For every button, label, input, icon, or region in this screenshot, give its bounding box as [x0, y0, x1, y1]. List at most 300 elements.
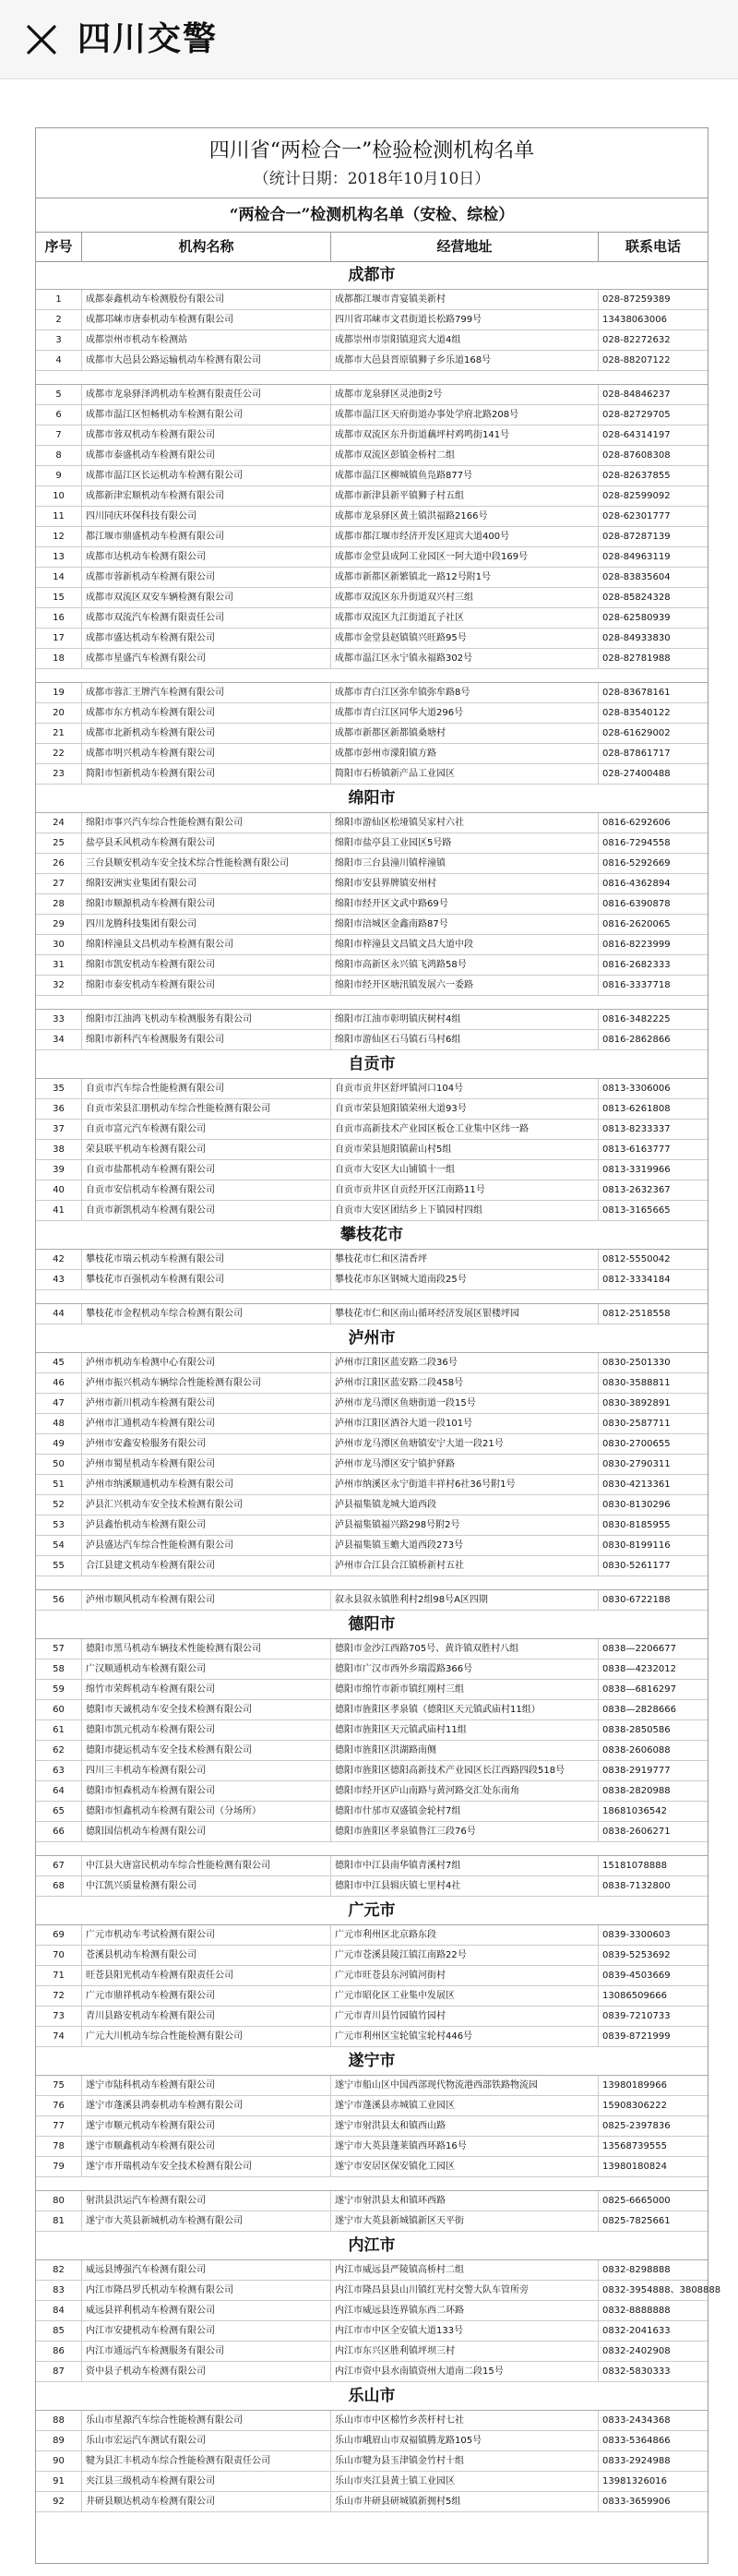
cell-name: 广元市鼎祥机动车检测有限公司 [82, 1986, 331, 2006]
table-row [36, 629, 708, 649]
cell-phone: 0833-2924988 [602, 2456, 671, 2466]
city-section-header: 成都市 [36, 261, 708, 290]
cell-phone: 0816-8223999 [602, 940, 671, 950]
cell-index: 77 [36, 2116, 82, 2136]
table-row [36, 1659, 708, 1680]
cell-index: 87 [36, 2362, 82, 2381]
cell-address: 自贡市大安区团结乡上下镇园村四组 [331, 1201, 599, 1220]
cell-address: 泸州市江阳区蓝安路二段36号 [331, 1353, 599, 1372]
cell-index: 80 [36, 2191, 82, 2211]
cell-phone: 0830-8199116 [602, 1540, 671, 1551]
cell-index: 46 [36, 1373, 82, 1393]
table-spacer [36, 1842, 708, 1856]
cell-index: 60 [36, 1700, 82, 1719]
table-row [36, 1160, 708, 1180]
cell-address: 成都市双流区彭镇金桥村二组 [331, 446, 599, 465]
cell-phone: 0832-5830333 [602, 2366, 671, 2377]
table-row [36, 2007, 708, 2027]
cell-name: 泸州市汇通机动车检测有限公司 [82, 1414, 331, 1433]
cell-phone: 0830-6722188 [602, 1595, 671, 1605]
cell-index: 42 [36, 1250, 82, 1269]
cell-phone: 0816-2862866 [602, 1035, 671, 1045]
cell-name: 泸州市顺风机动车检测有限公司 [82, 1590, 331, 1610]
table-row [36, 2137, 708, 2157]
app-bar [0, 0, 738, 79]
cell-phone: 0830-5261177 [602, 1561, 671, 1571]
table-row [36, 351, 708, 371]
cell-address: 泸县福集镇玉蟾大道西段273号 [331, 1536, 599, 1555]
cell-index: 1 [36, 290, 82, 309]
cell-name: 绵阳梓潼县文昌机动车检测有限公司 [82, 935, 331, 954]
cell-phone: 028-82599092 [602, 491, 671, 501]
table-row [36, 507, 708, 527]
table-row [36, 2281, 721, 2301]
cell-address: 成都市大邑县晋原镇狮子乡乐道168号 [331, 351, 599, 370]
cell-address: 成都市都江堰市经济开发区迎宾大道400号 [331, 527, 599, 546]
cell-name: 中江凯兴质量检测有限公司 [82, 1876, 331, 1896]
table-row [36, 2027, 708, 2047]
cell-index: 83 [36, 2281, 82, 2300]
cell-phone: 0830-3892891 [602, 1398, 671, 1408]
cell-name: 成都崇州市机动车检测站 [82, 330, 331, 350]
cell-index: 45 [36, 1353, 82, 1372]
table-row [36, 1700, 708, 1720]
cell-name: 三台县顺安机动车安全技术综合性能检测有限公司 [82, 854, 331, 873]
cell-name: 青川县路安机动车检测有限公司 [82, 2007, 331, 2026]
cell-phone: 0825-2397836 [602, 2121, 671, 2131]
cell-name: 自贡市盐都机动车检测有限公司 [82, 1160, 331, 1180]
cell-address: 德阳市绵竹市新市镇红刚村三组 [331, 1680, 599, 1699]
cell-index: 69 [36, 1925, 82, 1945]
close-icon[interactable] [20, 18, 63, 61]
cell-name: 攀枝花市百强机动车检测有限公司 [82, 1270, 331, 1289]
column-header-name: 机构名称 [82, 232, 331, 261]
cell-phone: 028-84963119 [602, 552, 671, 562]
table-row [36, 1030, 708, 1050]
table-spacer [36, 371, 708, 385]
cell-phone: 0813-6261808 [602, 1104, 671, 1114]
cell-phone: 0816-5292669 [602, 858, 671, 869]
cell-address: 泸州市龙马潭区鱼塘镇安宁大道一段21号 [331, 1434, 599, 1454]
cell-name: 内江市隆昌罗氏机动车检测有限公司 [82, 2281, 331, 2300]
table-row [36, 1516, 708, 1536]
table-row [36, 1079, 708, 1099]
table-row [36, 1099, 708, 1120]
cell-phone: 0830-2700655 [602, 1439, 671, 1449]
table-row [36, 1201, 708, 1221]
cell-name: 德阳市恒鑫机动车检测有限公司（分场所） [82, 1802, 331, 1821]
cell-phone: 0839-5253692 [602, 1950, 671, 1960]
city-section-header: 遂宁市 [36, 2047, 708, 2076]
document-subtitle: “两检合一”检测机构名单（安检、综检） [36, 198, 708, 233]
cell-name: 荣县联平机动车检测有限公司 [82, 1140, 331, 1159]
table-row [36, 1180, 708, 1201]
cell-phone: 0816-4362894 [602, 879, 671, 889]
cell-name: 成都市蓉新机动车检测有限公司 [82, 568, 331, 587]
cell-name: 绵阳市江油鸿飞机动车检测服务有限公司 [82, 1010, 331, 1029]
cell-index: 82 [36, 2260, 82, 2280]
cell-name: 成都市北新机动车检测有限公司 [82, 724, 331, 743]
cell-index: 23 [36, 764, 82, 784]
cell-index: 57 [36, 1639, 82, 1659]
cell-index: 75 [36, 2076, 82, 2095]
cell-address: 德阳市旌阳区孝泉镇鲁江三段76号 [331, 1822, 599, 1841]
cell-index: 28 [36, 894, 82, 914]
cell-address: 内江市东兴区胜利镇坪坝三村 [331, 2342, 599, 2361]
table-row [36, 290, 708, 310]
table-row [36, 446, 708, 466]
table-row [36, 486, 708, 507]
cell-name: 泸州市纳溪顺通机动车检测有限公司 [82, 1475, 331, 1494]
table-row [36, 2411, 708, 2431]
cell-address: 绵阳市游仙区松垭镇吴家村六社 [331, 813, 599, 833]
cell-phone: 0830-8130296 [602, 1500, 671, 1510]
cell-index: 27 [36, 874, 82, 893]
cell-index: 76 [36, 2096, 82, 2115]
cell-address: 绵阳市游仙区石马镇石马村6组 [331, 1030, 599, 1049]
cell-name: 遂宁市陆科机动车检测有限公司 [82, 2076, 331, 2095]
cell-name: 广元市机动车考试检测有限公司 [82, 1925, 331, 1945]
cell-phone: 0816-3337718 [602, 980, 671, 990]
cell-name: 泸州市振兴机动车辆综合性能检测有限公司 [82, 1373, 331, 1393]
table-spacer [36, 1576, 708, 1590]
cell-index: 48 [36, 1414, 82, 1433]
cell-address: 遂宁市船山区中国西部现代物流港西部铁路物流园 [331, 2076, 599, 2095]
cell-name: 绵阳市泰安机动车检测有限公司 [82, 976, 331, 995]
document-title: 四川省“两检合一”检验检测机构名单 [208, 139, 535, 162]
cell-name: 内江市通远汽车检测服务有限公司 [82, 2342, 331, 2361]
cell-name: 遂宁市顺元机动车检测有限公司 [82, 2116, 331, 2136]
table-row [36, 2116, 708, 2137]
column-header-index: 序号 [36, 232, 82, 261]
cell-index: 17 [36, 629, 82, 648]
cell-phone: 028-83540122 [602, 708, 671, 718]
cell-address: 成都市温江区柳城镇鱼凫路877号 [331, 466, 599, 485]
cell-address: 德阳市中江县南华镇青溪村7组 [331, 1856, 599, 1875]
table-row [36, 2301, 708, 2321]
cell-phone: 13086509666 [602, 1991, 667, 2001]
cell-address: 成都市新都区新繁镇北一路12号附1号 [331, 568, 599, 587]
cell-phone: 0813-8233337 [602, 1124, 671, 1134]
cell-index: 11 [36, 507, 82, 526]
cell-phone: 028-87861717 [602, 749, 671, 759]
cell-index: 38 [36, 1140, 82, 1159]
cell-index: 70 [36, 1946, 82, 1965]
cell-phone: 0838—6816297 [602, 1684, 676, 1695]
table-row [36, 1556, 708, 1576]
cell-index: 32 [36, 976, 82, 995]
cell-name: 泸县汇兴机动车安全技术检测有限公司 [82, 1495, 331, 1515]
cell-phone: 0839-3300603 [602, 1930, 671, 1940]
cell-name: 合江县建文机动车检测有限公司 [82, 1556, 331, 1576]
cell-phone: 028-27400488 [602, 769, 671, 779]
cell-name: 都江堰市鼎盛机动车检测有限公司 [82, 527, 331, 546]
cell-name: 旺苍县阳光机动车检测有限责任公司 [82, 1966, 331, 1985]
table-row [36, 1802, 708, 1822]
cell-address: 成都市温江区天府街道办事处学府北路208号 [331, 405, 599, 425]
table-row [36, 405, 708, 425]
cell-name: 成都市双流区双安车辆检测有限公司 [82, 588, 331, 607]
cell-address: 德阳市什邡市双盛镇金轮村7组 [331, 1802, 599, 1821]
cell-phone: 13438063006 [602, 315, 667, 325]
cell-phone: 028-82637855 [602, 471, 671, 481]
cell-address: 德阳市旌阳区天元镇武庙村11组 [331, 1720, 599, 1740]
cell-index: 25 [36, 833, 82, 853]
cell-name: 遂宁市蓬溪县鸿泰机动车检测有限公司 [82, 2096, 331, 2115]
cell-name: 成都市蓉汇王牌汽车检测有限公司 [82, 683, 331, 702]
cell-index: 52 [36, 1495, 82, 1515]
cell-address: 绵阳市梓潼县文昌镇文昌大道中段 [331, 935, 599, 954]
table-row [36, 1856, 708, 1876]
table-row [36, 2472, 708, 2492]
cell-phone: 0832-8888888 [602, 2306, 671, 2316]
cell-phone: 0813-6163777 [602, 1144, 671, 1155]
cell-phone: 0832-2041633 [602, 2326, 671, 2336]
cell-name: 成都市达机动车检测有限公司 [82, 547, 331, 567]
cell-index: 53 [36, 1516, 82, 1535]
cell-index: 12 [36, 527, 82, 546]
cell-phone: 0839-7210733 [602, 2011, 671, 2021]
table-spacer [36, 2177, 708, 2191]
cell-phone: 0838-2606271 [602, 1827, 671, 1837]
cell-index: 71 [36, 1966, 82, 1985]
cell-index: 14 [36, 568, 82, 587]
cell-address: 遂宁市蓬溪县赤城镇工业园区 [331, 2096, 599, 2115]
cell-phone: 0838—4232012 [602, 1664, 676, 1674]
cell-phone: 0838-2850586 [602, 1725, 671, 1735]
cell-address: 泸州市江阳区酒谷大道一段101号 [331, 1414, 599, 1433]
cell-name: 攀枝花市金程机动车综合检测有限公司 [82, 1304, 331, 1324]
cell-phone: 15181078888 [602, 1861, 667, 1871]
cell-index: 4 [36, 351, 82, 370]
table-row [36, 1495, 708, 1516]
cell-phone: 0813-3165665 [602, 1205, 671, 1216]
cell-phone: 0838-2606088 [602, 1745, 671, 1755]
cell-name: 成都市大邑县公路运输机动车检测有限公司 [82, 351, 331, 370]
cell-phone: 028-83835604 [602, 572, 671, 582]
table-row [36, 2076, 708, 2096]
cell-name: 四川龙腾科技集团有限公司 [82, 915, 331, 934]
cell-name: 自贡市汽车综合性能检测有限公司 [82, 1079, 331, 1098]
cell-name: 四川三丰机动车检测有限公司 [82, 1761, 331, 1780]
cell-index: 73 [36, 2007, 82, 2026]
cell-phone: 028-62301777 [602, 511, 671, 521]
cell-name: 泸州市机动车检测中心有限公司 [82, 1353, 331, 1372]
app-title: 四川交警 [77, 20, 219, 58]
cell-address: 成都市温江区永宁镇永福路302号 [331, 649, 599, 668]
cell-phone: 13980180824 [602, 2162, 667, 2172]
cell-index: 16 [36, 608, 82, 628]
cell-address: 成都市金堂县赵镇镇兴旺路95号 [331, 629, 599, 648]
cell-phone: 028-64314197 [602, 430, 671, 440]
cell-name: 泸县鑫怡机动车检测有限公司 [82, 1516, 331, 1535]
cell-name: 绵阳市新科汽车检测服务有限公司 [82, 1030, 331, 1049]
cell-phone: 028-88207122 [602, 355, 671, 365]
cell-index: 22 [36, 744, 82, 763]
cell-address: 广元市青川县竹园镇竹园村 [331, 2007, 599, 2026]
cell-phone: 0825-6665000 [602, 2196, 671, 2206]
table-row [36, 2362, 708, 2382]
cell-index: 58 [36, 1659, 82, 1679]
cell-phone: 028-85824328 [602, 593, 671, 603]
cell-name: 盐亭县禾风机动车检测有限公司 [82, 833, 331, 853]
cell-phone: 0839-4503669 [602, 1971, 671, 1981]
cell-name: 威远县祥利机动车检测有限公司 [82, 2301, 331, 2320]
cell-name: 中江县大唐富民机动车综合性能检测有限公司 [82, 1856, 331, 1875]
cell-index: 7 [36, 425, 82, 445]
cell-phone: 0812-5550042 [602, 1254, 671, 1264]
cell-phone: 0830-2790311 [602, 1459, 671, 1469]
cell-name: 威远县博强汽车检测有限公司 [82, 2260, 331, 2280]
cell-index: 21 [36, 724, 82, 743]
cell-phone: 13980189966 [602, 2080, 667, 2091]
cell-address: 广元市利州区北京路东段 [331, 1925, 599, 1945]
table-row [36, 1434, 708, 1455]
table-row [36, 1741, 708, 1761]
cell-name: 绵阳市凯安机动车检测有限公司 [82, 955, 331, 975]
cell-phone: 0838-2820988 [602, 1786, 671, 1796]
cell-index: 3 [36, 330, 82, 350]
cell-index: 37 [36, 1120, 82, 1139]
cell-address: 成都市新津县新平镇狮子村五组 [331, 486, 599, 506]
cell-phone: 0832-2402908 [602, 2346, 671, 2356]
cell-address: 泸县福集镇福兴路298号附2号 [331, 1516, 599, 1535]
cell-phone: 0833-3659906 [602, 2497, 671, 2507]
cell-name: 德阳市凯元机动车检测有限公司 [82, 1720, 331, 1740]
cell-phone: 0816-2682333 [602, 960, 671, 970]
cell-name: 绵阳市事兴汽车综合性能检测有限公司 [82, 813, 331, 833]
table-spacer [36, 996, 708, 1010]
cell-phone: 0825-7825661 [602, 2216, 671, 2226]
cell-index: 10 [36, 486, 82, 506]
cell-address: 成都市彭州市濛阳镇方路 [331, 744, 599, 763]
city-section-header: 乐山市 [36, 2382, 708, 2411]
cell-name: 四川同庆环保科技有限公司 [82, 507, 331, 526]
table-row [36, 1966, 708, 1986]
table-row [36, 854, 708, 874]
cell-index: 86 [36, 2342, 82, 2361]
cell-index: 55 [36, 1556, 82, 1576]
table-row [36, 330, 708, 351]
table-row [36, 1946, 708, 1966]
cell-phone: 028-82781988 [602, 653, 671, 664]
cell-index: 6 [36, 405, 82, 425]
cell-address: 内江市资中县水南镇资州大道南二段15号 [331, 2362, 599, 2381]
cell-index: 8 [36, 446, 82, 465]
cell-index: 9 [36, 466, 82, 485]
cell-address: 德阳市经开区庐山南路与黄河路交汇处东南角 [331, 1781, 599, 1801]
cell-phone: 0833-5364866 [602, 2436, 671, 2446]
document-title-block [36, 128, 708, 198]
cell-index: 84 [36, 2301, 82, 2320]
cell-address: 成都市龙泉驿区灵池街2号 [331, 385, 599, 404]
cell-name: 德阳市天诚机动车安全技术检测有限公司 [82, 1700, 331, 1719]
cell-phone: 0813-3319966 [602, 1165, 671, 1175]
cell-address: 绵阳市三台县潼川镇梓潼镇 [331, 854, 599, 873]
document-paper [35, 127, 721, 2564]
cell-name: 成都市明兴机动车检测有限公司 [82, 744, 331, 763]
cell-address: 内江市隆昌县县山川镇红光村交警大队车管所旁 [331, 2281, 599, 2300]
cell-name: 成都市温江区长运机动车检测有限公司 [82, 466, 331, 485]
table-row [36, 2260, 708, 2281]
column-header-phone: 联系电话 [625, 238, 681, 255]
cell-address: 德阳市旌阳区洪湖路南侧 [331, 1741, 599, 1760]
city-section-header: 绵阳市 [36, 785, 708, 813]
table-row [36, 1250, 708, 1270]
table-row [36, 703, 708, 724]
cell-address: 广元市旺苍县东河镇河街村 [331, 1966, 599, 1985]
cell-address: 乐山市市中区棉竹乡茨杆村七社 [331, 2411, 599, 2430]
cell-phone: 0830-4213361 [602, 1480, 671, 1490]
cell-address: 德阳市广汉市西外乡瑞霞路366号 [331, 1659, 599, 1679]
cell-address: 遂宁市大英县蓬莱镇西环路16号 [331, 2137, 599, 2156]
table-row [36, 1270, 708, 1290]
cell-index: 64 [36, 1781, 82, 1801]
cell-address: 德阳市旌阳区德阳高新技术产业园区长江西路四段518号 [331, 1761, 599, 1780]
cell-address: 遂宁市安居区保安镇化工园区 [331, 2157, 599, 2176]
cell-address: 乐山市井研县研城镇新拥村5组 [331, 2492, 599, 2511]
cell-phone: 0832-3954888、3808888 [602, 2285, 721, 2295]
cell-name: 成都泰鑫机动车检测股份有限公司 [82, 290, 331, 309]
cell-address: 绵阳市盐亭县工业园区5号路 [331, 833, 599, 853]
table-row [36, 1925, 708, 1946]
cell-name: 遂宁市开瑞机动车安全技术检测有限公司 [82, 2157, 331, 2176]
cell-phone: 0816-6292606 [602, 818, 671, 828]
cell-address: 德阳市中江县辑庆镇七里村4社 [331, 1876, 599, 1896]
cell-index: 15 [36, 588, 82, 607]
cell-index: 92 [36, 2492, 82, 2511]
cell-address: 绵阳市涪城区金鑫南路87号 [331, 915, 599, 934]
cell-address: 绵阳市安县界牌镇安州村 [331, 874, 599, 893]
cell-phone: 0816-6390878 [602, 899, 671, 909]
cell-phone: 028-87259389 [602, 294, 671, 305]
table-row [36, 2451, 708, 2472]
table-row [36, 547, 708, 568]
cell-address: 泸州市龙马潭区安宁镇护驿路 [331, 1455, 599, 1474]
table-row [36, 1353, 708, 1373]
cell-address: 攀枝花市仁和区清香坪 [331, 1250, 599, 1269]
city-section-header: 广元市 [36, 1897, 708, 1925]
cell-address: 乐山市峨眉山市双福镇腾龙路105号 [331, 2431, 599, 2450]
cell-phone: 0830-8185955 [602, 1520, 671, 1530]
cell-address: 自贡市大安区大山铺镇十一组 [331, 1160, 599, 1180]
cell-phone: 0832-8298888 [602, 2265, 671, 2275]
table-row [36, 2431, 708, 2451]
cell-index: 54 [36, 1536, 82, 1555]
cell-name: 井研县顺达机动车检测有限公司 [82, 2492, 331, 2511]
table-row [36, 976, 708, 996]
cell-address: 叙永县叙永镇胜利村2组98号A区四期 [331, 1590, 599, 1610]
cell-phone: 0812-3334184 [602, 1275, 671, 1285]
cell-phone: 0816-7294558 [602, 838, 671, 848]
cell-index: 81 [36, 2211, 82, 2231]
cell-name: 成都市东方机动车检测有限公司 [82, 703, 331, 723]
table-row [36, 1986, 708, 2007]
cell-phone: 0830-2587711 [602, 1419, 671, 1429]
table-row [36, 1414, 708, 1434]
cell-address: 遂宁市大英县新城镇新区天平街 [331, 2211, 599, 2231]
cell-index: 78 [36, 2137, 82, 2156]
table-row [36, 608, 708, 629]
table-row [36, 1720, 708, 1741]
table-row [36, 764, 708, 785]
cell-index: 39 [36, 1160, 82, 1180]
table-row [36, 1394, 708, 1414]
table-row [36, 425, 708, 446]
cell-name: 广汉顺通机动车检测有限公司 [82, 1659, 331, 1679]
city-section-header: 内江市 [36, 2232, 708, 2260]
cell-phone: 028-83678161 [602, 688, 671, 698]
